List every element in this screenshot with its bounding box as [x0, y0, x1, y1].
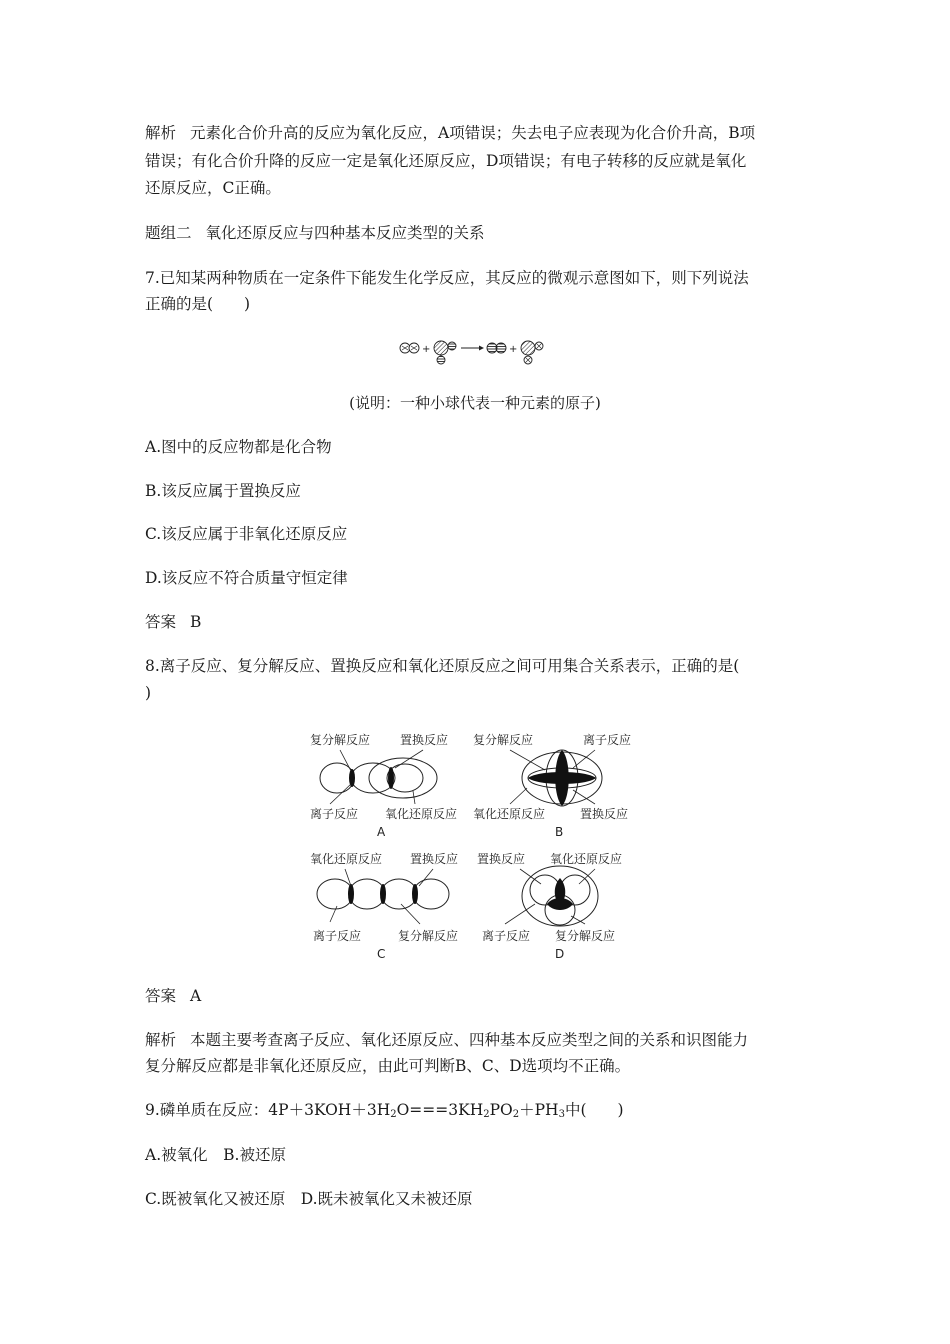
diagram-a-letter: A: [377, 825, 386, 839]
svg-text:+: +: [422, 344, 431, 355]
diagram-a-label-br: 氧化还原反应: [385, 807, 458, 821]
group-title: 题组二 氧化还原反应与四种基本反应类型的关系: [145, 224, 485, 242]
q7-stem-line-2: 正确的是( ): [145, 295, 251, 313]
diagram-d-label-tr: 氧化还原反应: [550, 852, 623, 866]
q9-options-cd: C.既被氧化又被还原 D.既未被氧化又未被还原: [145, 1190, 473, 1208]
q8-stem-line-1: 8.离子反应、复分解反应、置换反应和氧化还原反应之间可用集合关系表示，正确的是(: [145, 657, 740, 675]
diagram-d-label-bl: 离子反应: [482, 929, 531, 943]
diagram-d-label-br: 复分解反应: [555, 929, 616, 943]
diagram-caption: (说明：一种小球代表一种元素的原子): [349, 394, 601, 412]
diagram-b-label-br: 置换反应: [580, 807, 629, 821]
analysis-line-1: 解析 元素化合价升高的反应为氧化反应，A项错误；失去电子应表现为化合价升高，B项: [145, 124, 756, 142]
q7-option-a: A.图中的反应物都是化合物: [145, 438, 332, 456]
analysis-line-2: 错误；有化合价升降的反应一定是氧化还原反应，D项错误；有电子转移的反应就是氧化: [145, 152, 747, 170]
q7-option-c: C.该反应属于非氧化还原反应: [145, 525, 348, 543]
diagram-a: [310, 732, 457, 839]
diagram-c-label-tl: 氧化还原反应: [310, 852, 383, 866]
q8-analysis-line-1: 解析 本题主要考查离子反应、氧化还原反应、四种基本反应类型之间的关系和识图能力: [145, 1031, 749, 1049]
diagram-c-label-br: 复分解反应: [398, 929, 459, 943]
q8-stem-line-2: ): [145, 684, 152, 702]
reaction-arrow: [461, 346, 484, 351]
diagram-c: [310, 851, 458, 961]
q8-analysis-line-2: 复分解反应都是非氧化还原反应，由此可判断B、C、D选项均不正确。: [145, 1057, 631, 1075]
reactant-1-molecule: [400, 343, 419, 353]
diagram-b-label-tl: 复分解反应: [473, 733, 534, 747]
diagram-b-letter: B: [555, 825, 564, 839]
diagram-b: [473, 732, 631, 839]
diagram-b-label-bl: 氧化还原反应: [473, 807, 546, 821]
diagram-a-label-tl: 复分解反应: [310, 733, 371, 747]
reaction-micro-diagram: [395, 336, 557, 368]
q7-answer: 答案 B: [145, 613, 202, 631]
svg-text:+: +: [509, 344, 518, 355]
diagram-d: [477, 851, 622, 961]
diagram-d-label-tl: 置换反应: [477, 852, 526, 866]
diagram-c-label-bl: 离子反应: [313, 929, 362, 943]
q7-stem-line-1: 7.已知某两种物质在一定条件下能发生化学反应，其反应的微观示意图如下，则下列说法: [145, 269, 749, 287]
product-1-molecule: [487, 343, 506, 353]
diagram-c-label-tr: 置换反应: [410, 852, 459, 866]
diagram-a-label-bl: 离子反应: [310, 807, 359, 821]
q7-option-d: D.该反应不符合质量守恒定律: [145, 569, 348, 587]
diagram-a-label-tr: 置换反应: [400, 733, 449, 747]
set-relation-diagrams: [305, 728, 645, 968]
reactant-2-molecule: [434, 341, 456, 364]
q9-stem: 9.磷单质在反应：$4P+3KOH+3H_2O===3KH_2PO_2+PH_3$中( ): [145, 1101, 624, 1120]
analysis-line-3: 还原反应，C正确。: [145, 179, 281, 197]
product-2-molecule: [521, 341, 543, 364]
diagram-c-letter: C: [377, 947, 386, 961]
q8-answer: 答案 A: [145, 987, 202, 1005]
q9-options-ab: A.被氧化 B.被还原: [145, 1146, 286, 1164]
q7-option-b: B.该反应属于置换反应: [145, 482, 301, 500]
diagram-d-letter: D: [555, 947, 565, 961]
diagram-b-label-tr: 离子反应: [583, 733, 632, 747]
analysis-label: 解析: [145, 124, 177, 142]
